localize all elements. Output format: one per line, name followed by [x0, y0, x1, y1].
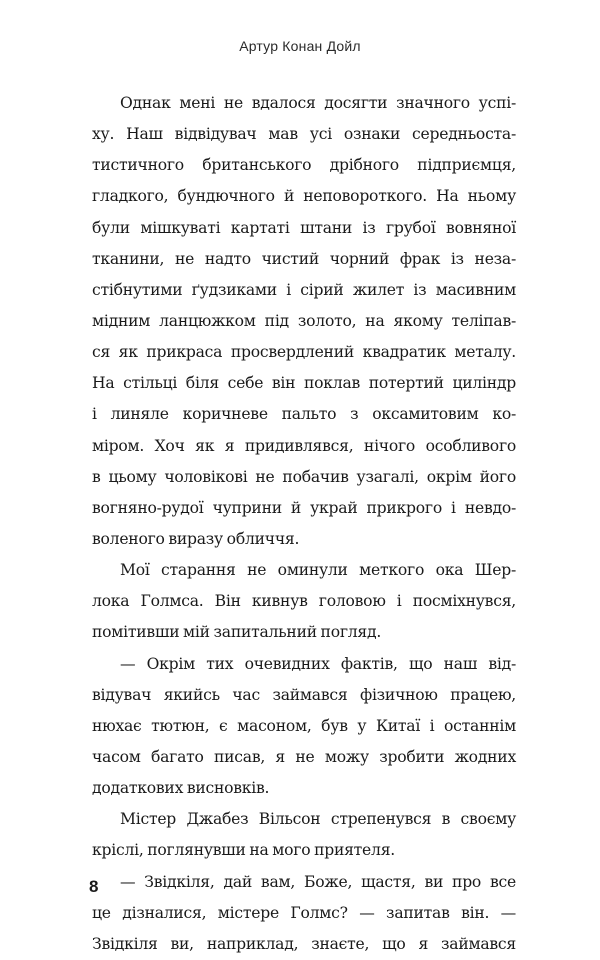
text-line: лока Голмса. Він кивнув головою і посміхнувся, [92, 592, 516, 611]
text-line: Мої старання не оминули меткого ока Шер- [120, 561, 516, 580]
text-line: нюхає тютюн, є масоном, був у Китаї і останнім [92, 716, 516, 735]
text-line: тистичного британського дрібного підприємця, [92, 156, 516, 175]
text-line: відувач якийсь час займався фізичною працею, [92, 685, 516, 704]
text-line: мідним ланцюжком під золото, на якому теліпав- [92, 311, 516, 330]
text-line: Містер Джабез Вільсон стрепенувся в своєму [120, 810, 516, 829]
text-line: тканини, не надто чистий чорний фрак із неза- [92, 249, 516, 268]
body-text [92, 88, 516, 960]
text-line: воленого виразу обличчя. [92, 529, 300, 548]
text-line: в цьому чоловікові не побачив узагалі, окрім його [92, 467, 516, 486]
text-line: — Звідкіля, дай вам, Боже, щастя, ви про все [120, 872, 516, 891]
text-line: і линяле коричневе пальто з оксамитовим ко- [92, 405, 516, 424]
page-number: 8 [89, 877, 99, 896]
text-line: Звідкіля ви, наприклад, знаєте, що я займався [92, 934, 516, 953]
text-line: ся як прикраса просвердлений квадратик металу. [92, 343, 516, 362]
text-line: помітивши мій запитальний погляд. [92, 623, 382, 642]
text-line: ху. Наш відвідувач мав усі ознаки середньоста- [92, 125, 516, 144]
text-line: — Окрім тих очевидних фактів, що наш від- [120, 654, 516, 673]
text-line: були мішкуваті картаті штани із грубої вовняної [92, 218, 516, 237]
text-line: вогняно-рудої чуприни й украй прикрого і невдо- [92, 498, 516, 517]
text-line: додаткових висновків. [92, 779, 270, 798]
text-line: часом багато писав, я не можу зробити жодних [92, 747, 516, 766]
text-line: Однак мені не вдалося досягти значного успі- [120, 94, 516, 112]
running-title: Артур Конан Дойл [239, 38, 361, 54]
text-line: гладкого, бундючного й неповороткого. На ньому [92, 187, 516, 206]
text-line: На стільці біля себе він поклав потертий циліндр [92, 374, 516, 393]
text-line: стібнутими ґудзиками і сірий жилет із масивним [92, 280, 516, 299]
text-line: кріслі, поглянувши на мого приятеля. [92, 841, 395, 860]
text-line: міром. Хоч як я придивлявся, нічого особливого [92, 436, 516, 455]
text-line: це дізналися, містере Голмс? — запитав він. — [92, 903, 516, 922]
